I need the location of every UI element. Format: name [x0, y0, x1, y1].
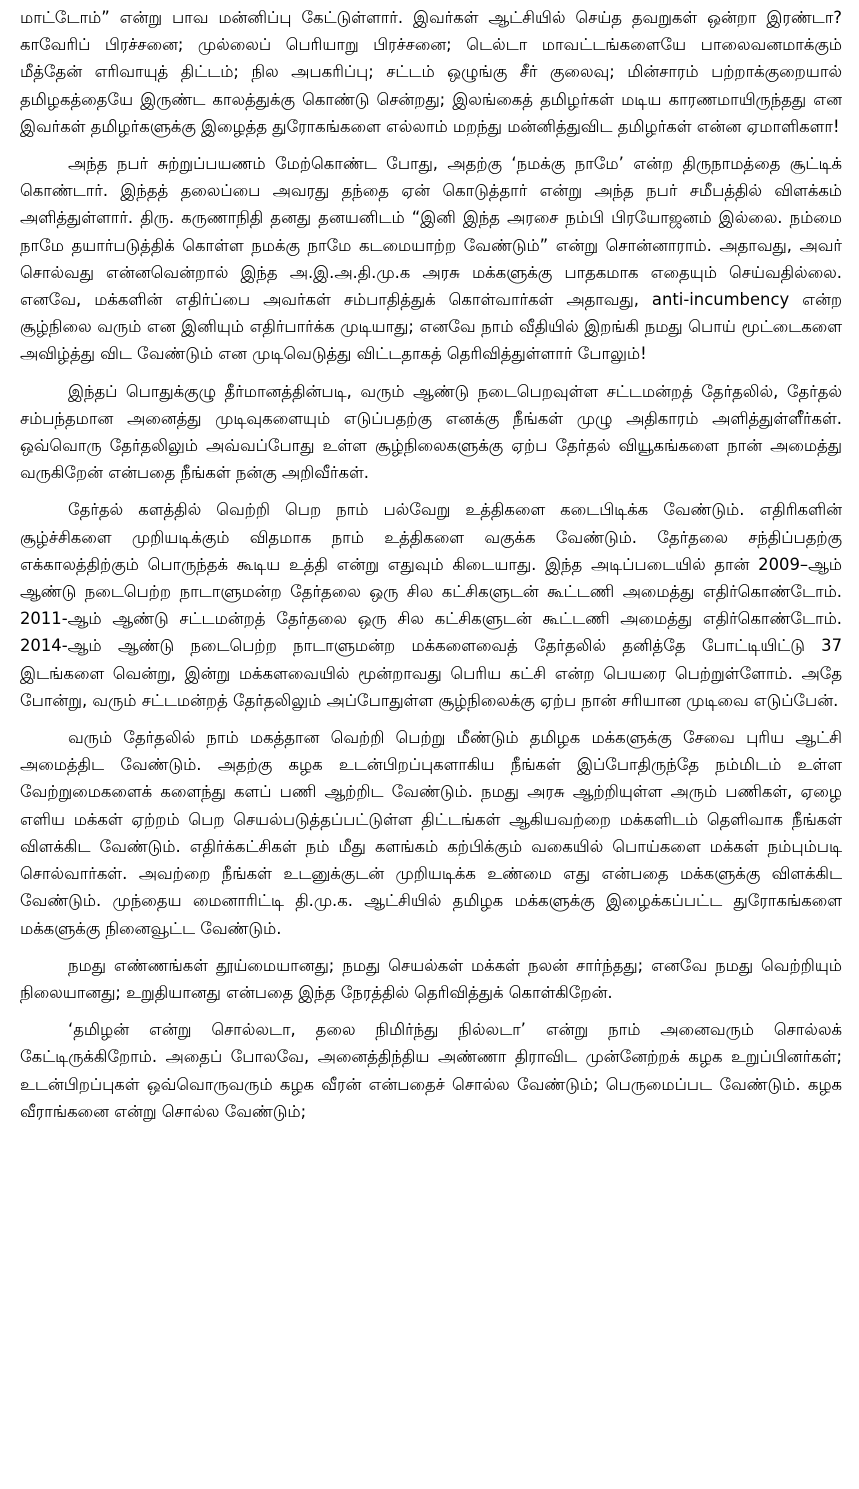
paragraph-6: நமது எண்ணங்கள் தூய்மையானது; நமது செயல்கள் மக்கள் நலன் சார்ந்தது; எனவே நமது வெற்றியும் நிலையானது; உறுதியானது என்பதை இந்த நேரத்தில் தெரிவித்துக் கொள்கிறேன். [20, 955, 842, 1002]
paragraph-3: இந்தப் பொதுக்குழு தீர்மானத்தின்படி, வரும் ஆண்டு நடைபெறவுள்ள சட்டமன்றத் தேர்தலில், தேர்தல் சம்பந்தமான அனைத்து முடிவுகளையும் எடுப்பதற்கு எனக்கு நீங்கள் முழு அதிகாரம் அளித்துள்ளீர்கள். ஒவ்வொரு தேர்தலிலும் அவ்வப்போது உள்ள சூழ்நிலைகளுக்கு ஏற்ப தேர்தல் வியூகங்களை நான் அமைத்து வருகிறேன் என்பதை நீங்கள் நன்கு அறிவீர்கள். [20, 381, 842, 483]
paragraph-2: அந்த நபர் சுற்றுப்பயணம் மேற்கொண்ட போது, அதற்கு ‘நமக்கு நாமே’ என்ற திருநாமத்தை சூட்டிக் கொண்டார். இந்தத் தலைப்பை அவரது தந்தை ஏன் கொடுத்தார் என்று அந்த நபர் சமீபத்தில் விளக்கம் அளித்துள்ளார். திரு. கருணாநிதி தனது தனயனிடம் “இனி இந்த அரசை நம்பி பிரயோஜனம் இல்லை. நம்மை நாமே தயார்படுத்திக் கொள்ள நமக்கு நாமே கடமையாற்ற வேண்டும்” என்று சொன்னாராம். அதாவது, அவர் சொல்வது என்னவென்றால் இந்த அ.இ.அ.தி.மு.க அரசு மக்களுக்கு பாதகமாக எதையும் செய்வதில்லை. எனவே, மக்களின் எதிர்ப்பை அவர்கள் சம்பாதித்துக் கொள்வார்கள் அதாவது, anti-incumbency என்ற சூழ்நிலை வரும் என இனியும் எதிர்பார்க்க முடியாது; எனவே நாம் வீதியில் இறங்கி நமது பொய் மூட்டைகளை அவிழ்த்து விட வேண்டும் என முடிவெடுத்து விட்டதாகத் தெரிவித்துள்ளார் போலும்! [20, 154, 842, 364]
paragraph-1: மாட்டோம்” என்று பாவ மன்னிப்பு கேட்டுள்ளார். இவர்கள் ஆட்சியில் செய்த தவறுகள் ஒன்றா இரண்டா? காவேரிப் பிரச்சனை; முல்லைப் பெரியாறு பிரச்சனை; டெல்டா மாவட்டங்களையே பாலைவனமாக்கும் மீத்தேன் எரிவாயுத் திட்டம்; நில அபகரிப்பு; சட்டம் ஒழுங்கு சீர் குலைவு; மின்சாரம் பற்றாக்குறையால் தமிழகத்தையே இருண்ட காலத்துக்கு கொண்டு சென்றது; இலங்கைத் தமிழர்கள் மடிய காரணமாயிருந்தது என இவர்கள் தமிழர்களுக்கு இழைத்த துரோகங்களை எல்லாம் மறந்து மன்னித்துவிட தமிழர்கள் என்ன ஏமாளிகளா! [20, 8, 842, 136]
document-body [20, 4, 842, 1135]
paragraph-5: வரும் தேர்தலில் நாம் மகத்தான வெற்றி பெற்று மீண்டும் தமிழக மக்களுக்கு சேவை புரிய ஆட்சி அமைத்திட வேண்டும். அதற்கு கழக உடன்பிறப்புகளாகிய நீங்கள் இப்போதிருந்தே நம்மிடம் உள்ள வேற்றுமைகளைக் களைந்து களப் பணி ஆற்றிட வேண்டும். நமது அரசு ஆற்றியுள்ள அரும் பணிகள், ஏழை எளிய மக்கள் ஏற்றம் பெற செயல்படுத்தப்பட்டுள்ள திட்டங்கள் ஆகியவற்றை மக்களிடம் தெளிவாக நீங்கள் விளக்கிட வேண்டும். எதிர்க்கட்சிகள் நம் மீது களங்கம் கற்பிக்கும் வகையில் பொய்களை மக்கள் நம்பும்படி சொல்வார்கள். அவற்றை நீங்கள் உடனுக்குடன் முறியடிக்க உண்மை எது என்பதை மக்களுக்கு விளக்கிட வேண்டும். முந்தைய மைனாரிட்டி தி.மு.க. ஆட்சியில் தமிழக மக்களுக்கு இழைக்கப்பட்ட துரோகங்களை மக்களுக்கு நினைவூட்ட வேண்டும். [20, 728, 842, 938]
paragraph-7: ‘தமிழன் என்று சொல்லடா, தலை நிமிர்ந்து நில்லடா’ என்று நாம் அனைவரும் சொல்லக் கேட்டிருக்கிறோம். அதைப் போலவே, அனைத்திந்திய அண்ணா திராவிட முன்னேற்றக் கழக உறுப்பினர்கள்; உடன்பிறப்புகள் ஒவ்வொருவரும் கழக வீரன் என்பதைச் சொல்ல வேண்டும்; பெருமைப்பட வேண்டும். கழக வீராங்கனை என்று சொல்ல வேண்டும்; [20, 1020, 842, 1121]
paragraph-4: தேர்தல் களத்தில் வெற்றி பெற நாம் பல்வேறு உத்திகளை கடைபிடிக்க வேண்டும். எதிரிகளின் சூழ்ச்சிகளை முறியடிக்கும் விதமாக நாம் உத்திகளை வகுக்க வேண்டும். தேர்தலை சந்திப்பதற்கு எக்காலத்திற்கும் பொருந்தக் கூடிய உத்தி என்று எதுவும் கிடையாது. இந்த அடிப்படையில் தான் 2009–ஆம் ஆண்டு நடைபெற்ற நாடாளுமன்ற தேர்தலை ஒரு சில கட்சிகளுடன் கூட்டணி அமைத்து எதிர்கொண்டோம். 2011-ஆம் ஆண்டு சட்டமன்றத் தேர்தலை ஒரு சில கட்சிகளுடன் கூட்டணி அமைத்து எதிர்கொண்டோம். 2014-ஆம் ஆண்டு நடைபெற்ற நாடாளுமன்ற மக்களைவைத் தேர்தலில் தனித்தே போட்டியிட்டு 37 இடங்களை வென்று, இன்று மக்களவையில் மூன்றாவது பெரிய கட்சி என்ற பெயரை பெற்றுள்ளோம். அதே போன்று, வரும் சட்டமன்றத் தேர்தலிலும் அப்போதுள்ள சூழ்நிலைக்கு ஏற்ப நான் சரியான முடிவை எடுப்பேன். [20, 500, 842, 710]
